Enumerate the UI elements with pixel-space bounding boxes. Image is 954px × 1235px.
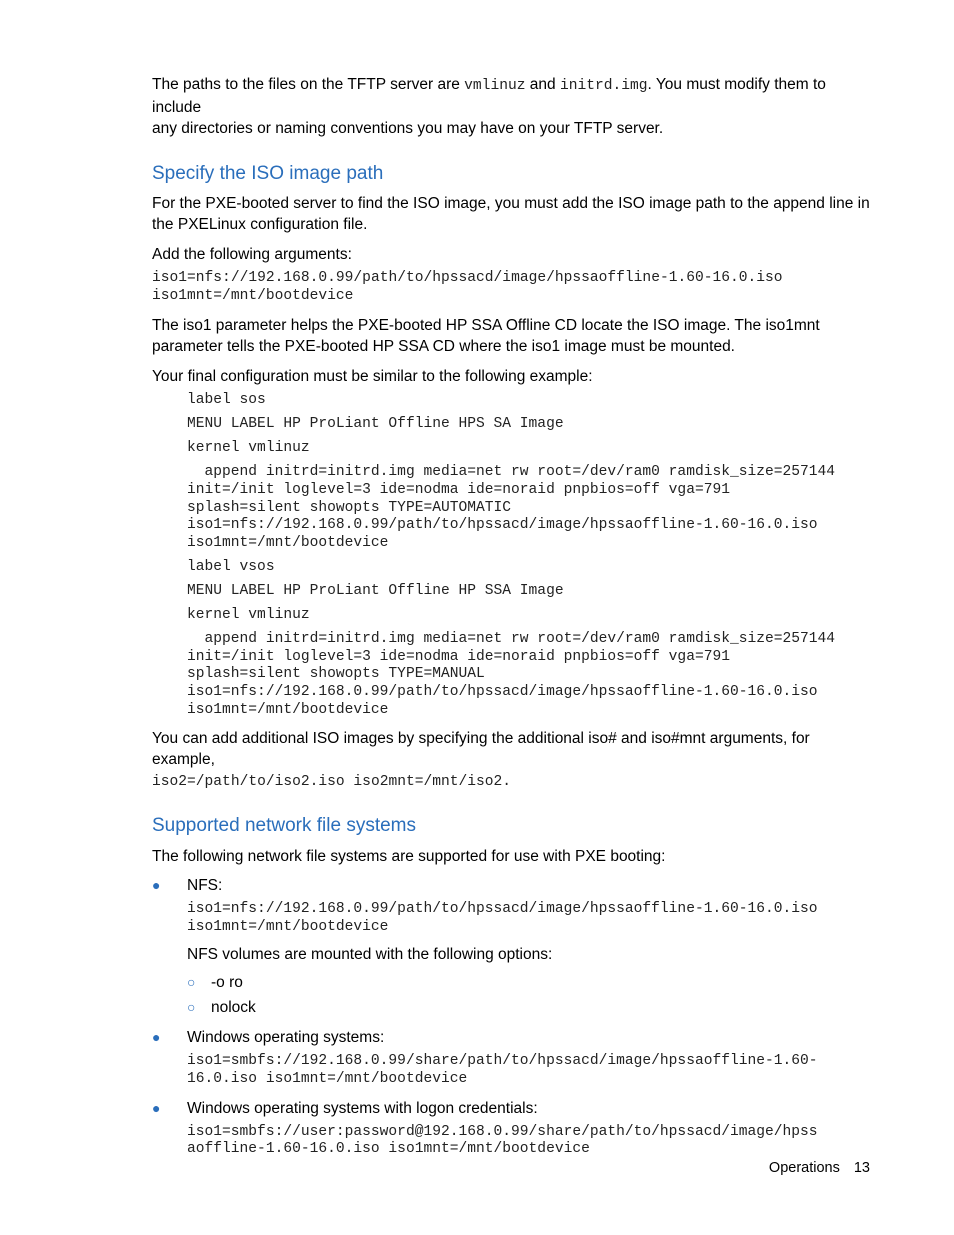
footer-section-name: Operations (768, 1160, 840, 1176)
filled-circle-bullet-icon: ● (152, 877, 161, 894)
hollow-circle-bullet-icon: ○ (187, 974, 196, 991)
nfs-options-intro: NFS volumes are mounted with the following options: (187, 946, 553, 964)
windows-credentials-item-body (187, 1098, 818, 1159)
config-label-vsos: label vsos (187, 558, 275, 575)
config-menu-label-sos: MENU LABEL HP ProLiant Offline HPS SA Image (187, 416, 564, 433)
list-item-windows-credentials (152, 1098, 872, 1159)
intro-text-and: and (525, 76, 560, 93)
final-config-paragraph: Your final configuration must be similar to the following example: (152, 368, 593, 386)
nfs-item-body (187, 875, 818, 1018)
config-append-vsos: append initrd=initrd.img media=net rw root=/dev/ram0 ramdisk_size=257144 init=/init loglevel=3 ide=nodma ide=noraid pnpbios=off vga=791 splash=silent showopts TYPE=MANUAL iso1=nfs://192.168.0.99/path/to/hpssacd/image/hpssaoffline-1.60-16.0.iso iso1mnt=/mnt/bootdevice (187, 631, 836, 718)
page-number: 13 (853, 1160, 870, 1176)
hollow-circle-bullet-icon: ○ (187, 999, 196, 1016)
nfs-code: iso1=nfs://192.168.0.99/path/to/hpssacd/image/hpssaoffline-1.60-16.0.iso iso1mnt=/mnt/bootdevice (187, 901, 818, 935)
nfs-option-item (187, 972, 818, 993)
nfs-option-label: nolock (211, 999, 256, 1017)
windows-code: iso1=smbfs://192.168.0.99/share/path/to/hpssacd/image/hpssaoffline-1.60- 16.0.iso iso1mnt=/mnt/bootdevice (187, 1053, 818, 1087)
intro-text-post: . You must modify them to include (152, 76, 826, 116)
windows-label: Windows operating systems: (187, 1029, 385, 1047)
nfs-option-label: -o ro (211, 974, 243, 992)
section-heading-network-fs: Supported network file systems (152, 815, 417, 837)
document-page (152, 74, 872, 1159)
intro-file-vmlinuz: vmlinuz (464, 78, 526, 94)
iso-path-paragraph: For the PXE-booted server to find the ISO image, you must add the ISO image path to the append line in the PXELinux configuration file. (152, 195, 870, 233)
windows-credentials-label: Windows operating systems with logon credentials: (187, 1099, 538, 1117)
additional-iso-code: iso2=/path/to/iso2.iso iso2mnt=/mnt/iso2. (152, 774, 512, 791)
config-label-sos: label sos (187, 392, 266, 409)
config-menu-label-vsos: MENU LABEL HP ProLiant Offline HP SSA Image (187, 583, 564, 600)
config-append-sos: append initrd=initrd.img media=net rw root=/dev/ram0 ramdisk_size=257144 init=/init loglevel=3 ide=nodma ide=noraid pnpbios=off vga=791 splash=silent showopts TYPE=AUTOMATIC iso1=nfs://192.168.0.99/path/to/hpssacd/image/hpssaoffline-1.60-16.0.iso iso1mnt=/mnt/bootdevice (187, 464, 836, 551)
additional-iso-paragraph (152, 728, 872, 793)
filled-circle-bullet-icon: ● (152, 1029, 161, 1046)
intro-file-initrd: initrd.img (559, 78, 648, 94)
iso1-parameter-paragraph: The iso1 parameter helps the PXE-booted HP SSA Offline CD locate the ISO image. The iso1mnt parameter tells the PXE-booted HP SSA CD where the iso1 image must be mounted. (152, 317, 820, 356)
config-example-block (187, 392, 872, 719)
nfs-option-item (187, 997, 818, 1018)
network-fs-intro: The following network file systems are supported for use with PXE booting: (152, 848, 666, 866)
additional-iso-text: You can add additional ISO images by specifying the additional iso# and iso#mnt arguments, for example, (152, 730, 810, 769)
windows-item-body (187, 1027, 818, 1088)
iso-arguments-code: iso1=nfs://192.168.0.99/path/to/hpssacd/image/hpssaoffline-1.60-16.0.iso iso1mnt=/mnt/bootdevice (152, 270, 783, 304)
intro-paragraph (152, 74, 872, 139)
list-item-nfs (152, 875, 872, 1018)
windows-credentials-code: iso1=smbfs://user:password@192.168.0.99/share/path/to/hpssacd/image/hpss aoffline-1.60-16.0.iso iso1mnt=/mnt/bootdevice (187, 1123, 818, 1158)
section-heading-iso-path: Specify the ISO image path (152, 163, 384, 184)
config-kernel-sos: kernel vmlinuz (187, 440, 310, 457)
intro-text-line2: any directories or naming conventions you may have on your TFTP server. (152, 120, 664, 137)
list-item-windows (152, 1027, 872, 1088)
add-arguments-paragraph: Add the following arguments: (152, 246, 352, 263)
page-footer (769, 1158, 870, 1178)
nfs-label: NFS: (187, 877, 223, 895)
config-kernel-vsos: kernel vmlinuz (187, 607, 310, 624)
intro-text: The paths to the files on the TFTP server are (152, 76, 465, 93)
filled-circle-bullet-icon: ● (152, 1099, 161, 1116)
